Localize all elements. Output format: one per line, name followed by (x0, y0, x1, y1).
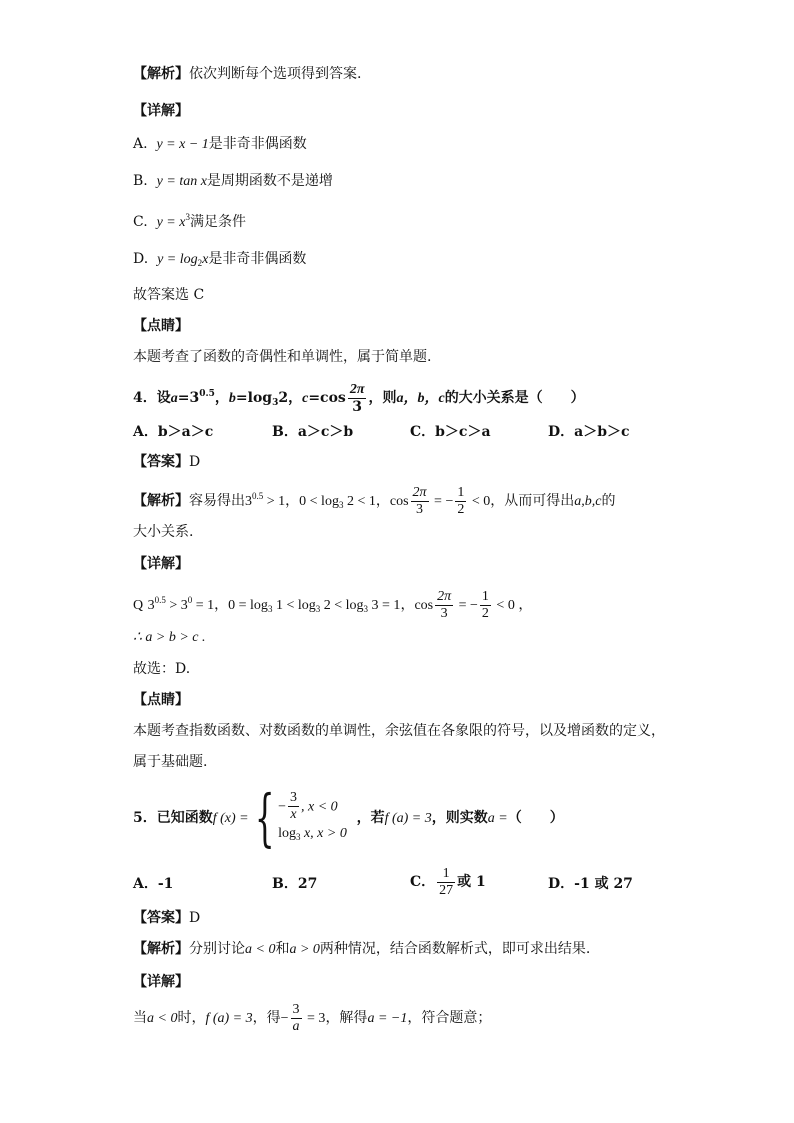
q5-stem (133, 781, 564, 854)
numerator: 1 (457, 484, 465, 500)
analysis-tag: 【解析】 (133, 941, 189, 957)
math: 2 < log (320, 598, 364, 613)
math: = 3 (303, 1011, 326, 1026)
detail-tag: 【详解】 (133, 556, 189, 572)
q3-analysis-line (133, 64, 361, 84)
fraction (437, 866, 455, 899)
subscript: 3 (338, 500, 344, 510)
piecewise-cases (278, 790, 347, 847)
math: cos (414, 598, 434, 613)
fraction (411, 485, 429, 518)
numerator: 2π (349, 381, 365, 397)
q3-option-c (133, 207, 246, 233)
math: a > 0 (289, 942, 320, 957)
option-math: y = x − 1 (156, 137, 209, 152)
math: 1 < log (272, 598, 316, 613)
q5-analysis (133, 939, 590, 960)
exponent: 0.5 (199, 389, 215, 399)
analysis-text: 依次判断每个选项得到答案. (189, 66, 362, 82)
option-letter: A. (133, 136, 148, 152)
text: 分别讨论 (189, 941, 245, 957)
math: − (280, 1011, 289, 1026)
fraction (291, 1002, 302, 1035)
math: f (a) = 3 (384, 811, 432, 826)
q5-option-c (410, 858, 486, 906)
answer-tag: 【答案】 (133, 910, 189, 926)
left-brace-icon: { (254, 781, 275, 854)
option-text: 是非奇非偶函数 (208, 251, 307, 267)
option-letter: C． (410, 874, 436, 890)
denominator: 3 (352, 398, 363, 415)
math: = − (455, 598, 478, 613)
denominator: 3 (440, 605, 448, 621)
option-text: 满足条件 (189, 214, 246, 230)
numerator: 1 (481, 588, 489, 604)
q4-analysis-line2: 大小关系. (133, 524, 194, 540)
denominator: a (292, 1018, 300, 1034)
fraction (435, 589, 453, 622)
text: 的大小关系是（ ） (444, 390, 585, 406)
denominator: 3 (416, 501, 424, 517)
text: 的 (601, 493, 616, 509)
option-math: x (202, 252, 209, 267)
text: ，则实数 (431, 810, 488, 826)
option-text: 是周期函数不是递增 (206, 173, 333, 189)
math: f (x) = (212, 811, 249, 826)
case-2 (278, 823, 347, 847)
comment-tag: 【点睛】 (133, 692, 189, 708)
var-c: c (302, 391, 309, 406)
punct: ， (400, 597, 415, 613)
subscript: 3 (315, 604, 321, 614)
text: ，得 (252, 1010, 281, 1026)
text: ，若 (356, 810, 385, 826)
fraction (455, 485, 466, 518)
option-math: y = log (157, 252, 198, 267)
math: > 1 (263, 494, 286, 509)
text: ，从而可得出 (490, 493, 575, 509)
text: 时， (177, 1010, 206, 1026)
option-text: 是非奇非偶函数 (208, 136, 307, 152)
option-letter: D. (133, 251, 149, 267)
analysis-tag: 【解析】 (133, 493, 189, 509)
subscript: 3 (295, 831, 301, 842)
text: 容易得出 (189, 493, 245, 509)
var-a: a (170, 391, 178, 406)
denominator: 2 (481, 605, 489, 621)
text: ，则 (368, 390, 397, 406)
math: 2， (278, 390, 303, 406)
exponent: 0 (187, 595, 193, 605)
q3-option-a (133, 134, 307, 155)
q5-option-d: D．-1 或 27 (548, 876, 633, 892)
question-number: 4．设 (133, 390, 171, 406)
condition: , x < 0 (300, 799, 338, 814)
q4-option-d: D．a＞b＞c (548, 424, 630, 440)
fraction (348, 382, 367, 415)
math: a < 0 (147, 1011, 178, 1026)
q5-option-a: A．-1 (133, 876, 174, 892)
q5-option-b: B．27 (272, 876, 318, 892)
q3-option-d (133, 249, 306, 273)
q5-detail-line1 (133, 1000, 491, 1037)
math: = 1 (192, 598, 215, 613)
answer-tag: 【答案】 (133, 454, 189, 470)
numerator: 2π (437, 588, 452, 604)
question-number: 5．已知函数 (133, 810, 213, 826)
math: 2 < 1 (343, 494, 376, 509)
math: Q (133, 598, 144, 613)
math: < 0 ， (492, 598, 533, 613)
subscript: 3 (272, 398, 279, 408)
math: a = (487, 811, 508, 826)
math: > 3 (165, 598, 188, 613)
math: = − (430, 494, 454, 509)
q4-detail-tag (133, 554, 189, 574)
detail-tag: 【详解】 (133, 103, 189, 119)
math: < 0 (468, 494, 491, 509)
option-math: y = tan x (156, 174, 207, 189)
punct: ， (214, 390, 229, 406)
q5-detail-tag (133, 972, 189, 992)
q3-option-b (133, 171, 333, 192)
math: 0 = log (228, 598, 268, 613)
q3-comment-tag (133, 316, 189, 336)
answer-value: D (189, 454, 201, 470)
denominator: x (290, 806, 297, 822)
q4-answer (133, 452, 200, 472)
option-text: 或 1 (457, 874, 486, 890)
math: a = −1 (367, 1011, 408, 1026)
math: =3 (177, 390, 200, 406)
q3-conclusion: 故答案选 C (133, 287, 205, 303)
math: =cos (308, 390, 346, 406)
var-b: b (228, 391, 236, 406)
math: cos (389, 494, 409, 509)
text: ，符合题意； (407, 1010, 492, 1026)
numerator: 2π (412, 484, 427, 500)
option-letter: B. (133, 173, 148, 189)
q5-answer (133, 908, 200, 928)
comment-tag: 【点睛】 (133, 318, 189, 334)
fraction (288, 790, 299, 823)
fraction (480, 589, 491, 622)
text: 当 (133, 1010, 147, 1026)
text: ，解得 (325, 1010, 368, 1026)
q4-option-b: B．a＞c＞b (272, 424, 354, 440)
text: （ ） (507, 810, 564, 826)
denominator: 27 (439, 882, 454, 898)
condition: x, x > 0 (300, 825, 347, 841)
math: f (a) = 3 (205, 1011, 253, 1026)
math: log (278, 825, 296, 841)
exponent: 0.5 (154, 595, 166, 605)
q4-detail-line1 (133, 582, 532, 627)
exponent: 3 (185, 212, 190, 222)
q4-therefore: ∴ a > b > c . (133, 630, 206, 645)
analysis-tag: 【解析】 (133, 66, 189, 82)
q4-analysis-line1 (133, 478, 615, 523)
math: 0 < log (299, 494, 339, 509)
punct: ， (285, 493, 300, 509)
subscript: 3 (363, 604, 369, 614)
text: 两种情况，结合函数解析式，即可求出结果. (319, 941, 591, 957)
math: 3 = 1 (368, 598, 401, 613)
q3-detail-tag (133, 101, 189, 121)
q4-option-c: C．b＞c＞a (410, 424, 491, 440)
math: a < 0 (245, 942, 276, 957)
vars: a，b，c (396, 391, 445, 406)
subscript: 2 (197, 258, 203, 268)
text: 和 (275, 941, 290, 957)
numerator: 3 (289, 789, 297, 805)
q4-comment-line1: 本题考查指数函数、对数函数的单调性，余弦值在各象限的符号，以及增函数的定义， (133, 723, 665, 739)
punct: ， (375, 493, 390, 509)
q4-choose: 故选：D. (133, 661, 191, 677)
numerator: 1 (437, 866, 455, 883)
punct: ， (214, 597, 229, 613)
denominator: 2 (457, 501, 465, 517)
detail-tag: 【详解】 (133, 974, 189, 990)
answer-value: D (189, 910, 201, 926)
option-letter: C. (133, 214, 148, 230)
vars: a,b,c (574, 494, 602, 509)
q4-stem (133, 380, 585, 417)
numerator: 3 (292, 1001, 300, 1017)
case-1 (278, 790, 347, 823)
q4-option-a: A．b＞a＞c (133, 424, 214, 440)
option-math: y = x (156, 215, 186, 230)
math: − (278, 799, 286, 814)
q4-comment-tag (133, 690, 189, 710)
math: 3 (245, 494, 252, 509)
math: =log (235, 390, 273, 406)
math: 3 (147, 598, 155, 613)
q4-comment-line2: 属于基础题. (133, 754, 208, 770)
exponent: 0.5 (252, 491, 264, 501)
subscript: 3 (267, 604, 273, 614)
q3-comment-text: 本题考查了函数的奇偶性和单调性，属于简单题. (133, 349, 432, 365)
